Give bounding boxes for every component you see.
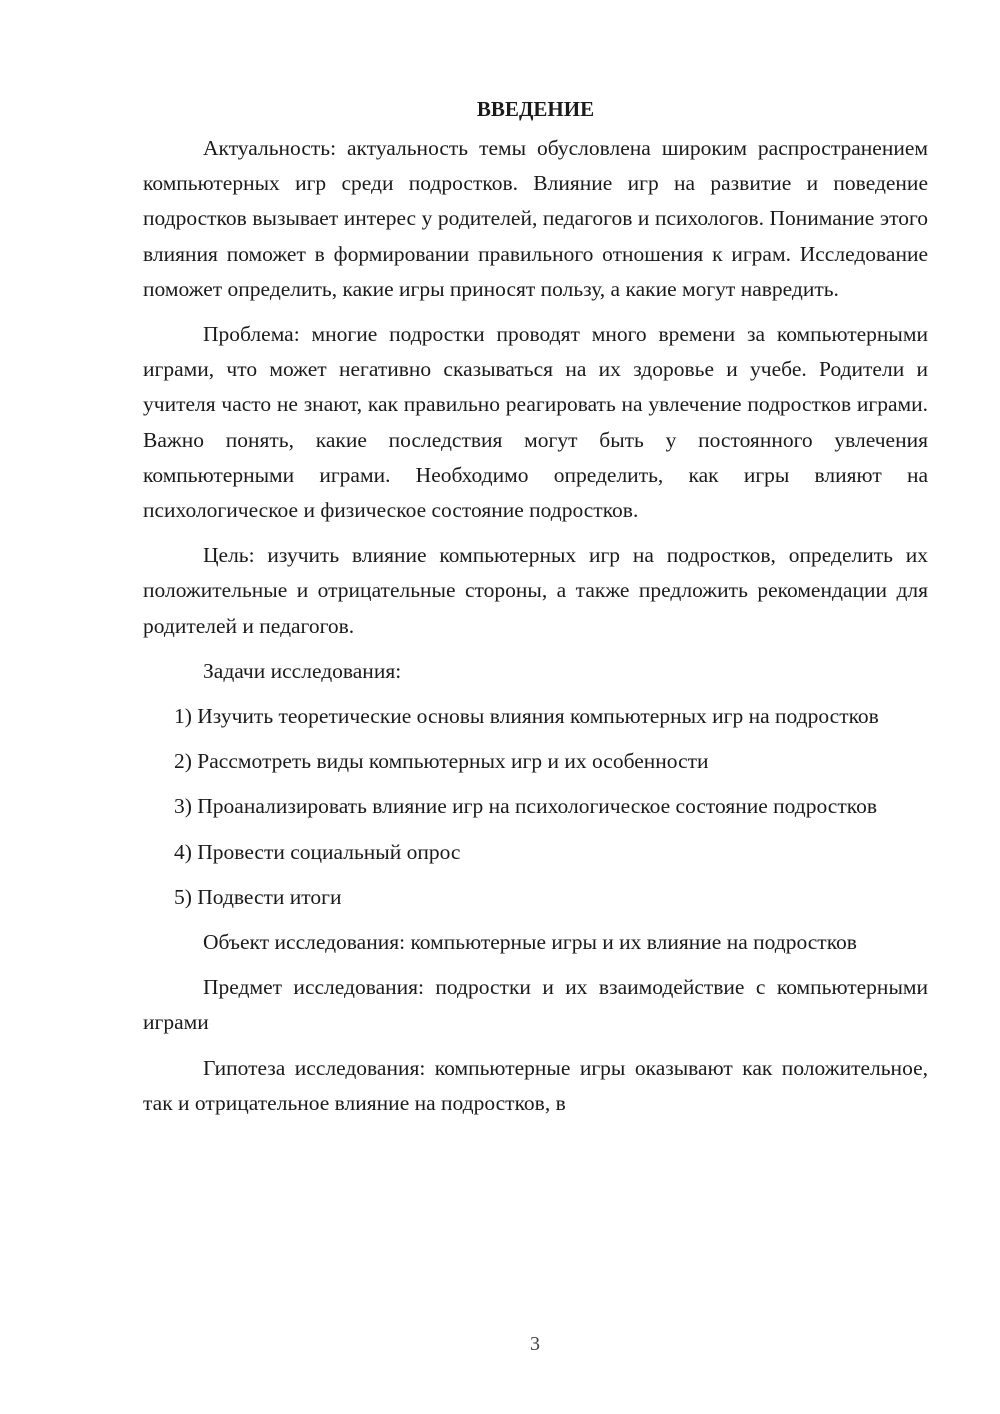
tasks-heading: Задачи исследования: bbox=[203, 658, 402, 683]
task-item: 5) Подвести итоги bbox=[174, 884, 342, 909]
hypothesis-paragraph: Гипотеза исследования: компьютерные игры оказывают как положительное, так и отрицательное влияние на подростков, в bbox=[143, 1055, 928, 1115]
task-item: 4) Провести социальный опрос bbox=[174, 839, 461, 864]
problem-paragraph: Проблема: многие подростки проводят много времени за компьютерными играми, что может негативно сказываться на их здоровье и учебе. Родители и учителя часто не знают, как правильно реагировать на увлечение подростков играми. Важно понять, какие последствия могут быть у постоянного увлечения компьютерными играми. Необходимо определить, как игры влияют на психологическое и физическое состояние подростков. bbox=[143, 322, 928, 523]
document-page bbox=[143, 92, 928, 1131]
relevance-paragraph: Актуальность: актуальность темы обусловлена широким распространением компьютерных игр среди подростков. Влияние игр на развитие и поведение подростков вызывает интерес у родителей, педагогов и психологов. Понимание этого влияния поможет в формировании правильного отношения к играм. Исследование поможет определить, какие игры приносят пользу, а какие могут навредить. bbox=[143, 136, 928, 301]
task-item: 3) Проанализировать влияние игр на психологическое состояние подростков bbox=[174, 794, 877, 819]
object-paragraph: Объект исследования: компьютерные игры и их влияние на подростков bbox=[203, 930, 857, 955]
section-title: ВВЕДЕНИЕ bbox=[476, 97, 595, 121]
task-item: 2) Рассмотреть виды компьютерных игр и их особенности bbox=[174, 749, 709, 774]
task-item: 1) Изучить теоретические основы влияния компьютерных игр на подростков bbox=[174, 704, 879, 729]
page-number: 3 bbox=[530, 1333, 540, 1355]
goal-paragraph: Цель: изучить влияние компьютерных игр на подростков, определить их положительные и отрицательные стороны, а также предложить рекомендации для родителей и педагогов. bbox=[143, 543, 928, 638]
subject-paragraph: Предмет исследования: подростки и их взаимодействие с компьютерными играми bbox=[143, 975, 928, 1035]
